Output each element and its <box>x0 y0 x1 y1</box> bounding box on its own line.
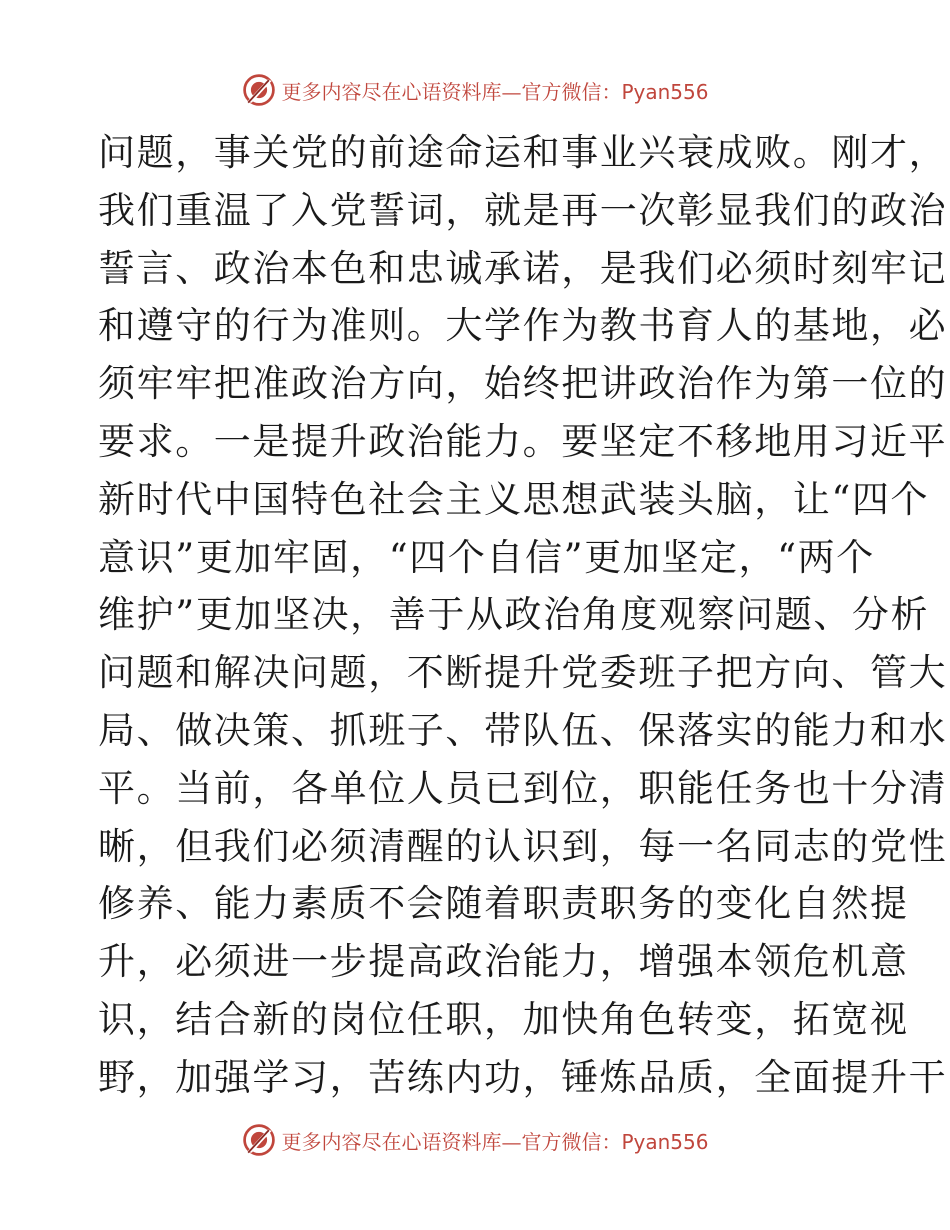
text-line: 意识”更加牢固，“四个自信”更加坚定，“两个 <box>98 535 875 579</box>
text-line: 誓言、政治本色和忠诚承诺，是我们必须时刻牢记 <box>98 246 948 290</box>
banner-text: 更多内容尽在心语资料库 <box>281 79 502 104</box>
text-line: 须牢牢把准政治方向，始终把讲政治作为第一位的 <box>98 362 948 406</box>
quill-logo-icon <box>241 72 277 108</box>
text-line: 升，必须进一步提高政治能力，增强本领危机意 <box>98 940 909 984</box>
text-line: 局、做决策、抓班子、带队伍、保落实的能力和水 <box>98 708 948 752</box>
text-line: 新时代中国特色社会主义思想武装头脑，让“四个 <box>98 477 930 521</box>
document-body <box>98 124 948 1107</box>
text-line: 平。当前，各单位人员已到位，职能任务也十分清 <box>98 766 948 810</box>
text-line: 我们重温了入党誓词，就是再一次彰显我们的政治 <box>98 188 948 232</box>
text-line: 维护”更加坚决，善于从政治角度观察问题、分析 <box>98 593 930 637</box>
footer-banner <box>0 1120 950 1160</box>
banner-text: 更多内容尽在心语资料库 <box>281 1129 502 1154</box>
text-line: 晰，但我们必须清醒的认识到，每一名同志的党性 <box>98 824 948 868</box>
text-line: 和遵守的行为准则。大学作为教书育人的基地，必 <box>98 304 948 348</box>
banner-tail: 官方微信：Pyan556 <box>521 1129 709 1154</box>
quill-logo-icon <box>241 1122 277 1158</box>
text-line: 野，加强学习，苦练内功，锤炼品质，全面提升干 <box>98 1055 948 1099</box>
text-line: 问题，事关党的前途命运和事业兴衰成败。刚才， <box>98 131 948 174</box>
banner-tail: 官方微信：Pyan556 <box>521 79 709 104</box>
text-line: 问题和解决问题，不断提升党委班子把方向、管大 <box>98 651 948 695</box>
text-line: 要求。一是提升政治能力。要坚定不移地用习近平 <box>98 419 948 463</box>
text-line: 修养、能力素质不会随着职责职务的变化自然提 <box>98 882 909 926</box>
text-line: 识，结合新的岗位任职，加快角色转变，拓宽视 <box>98 997 909 1041</box>
banner-separator: — <box>501 1129 522 1154</box>
banner-separator: — <box>501 79 522 104</box>
header-banner <box>0 70 950 110</box>
